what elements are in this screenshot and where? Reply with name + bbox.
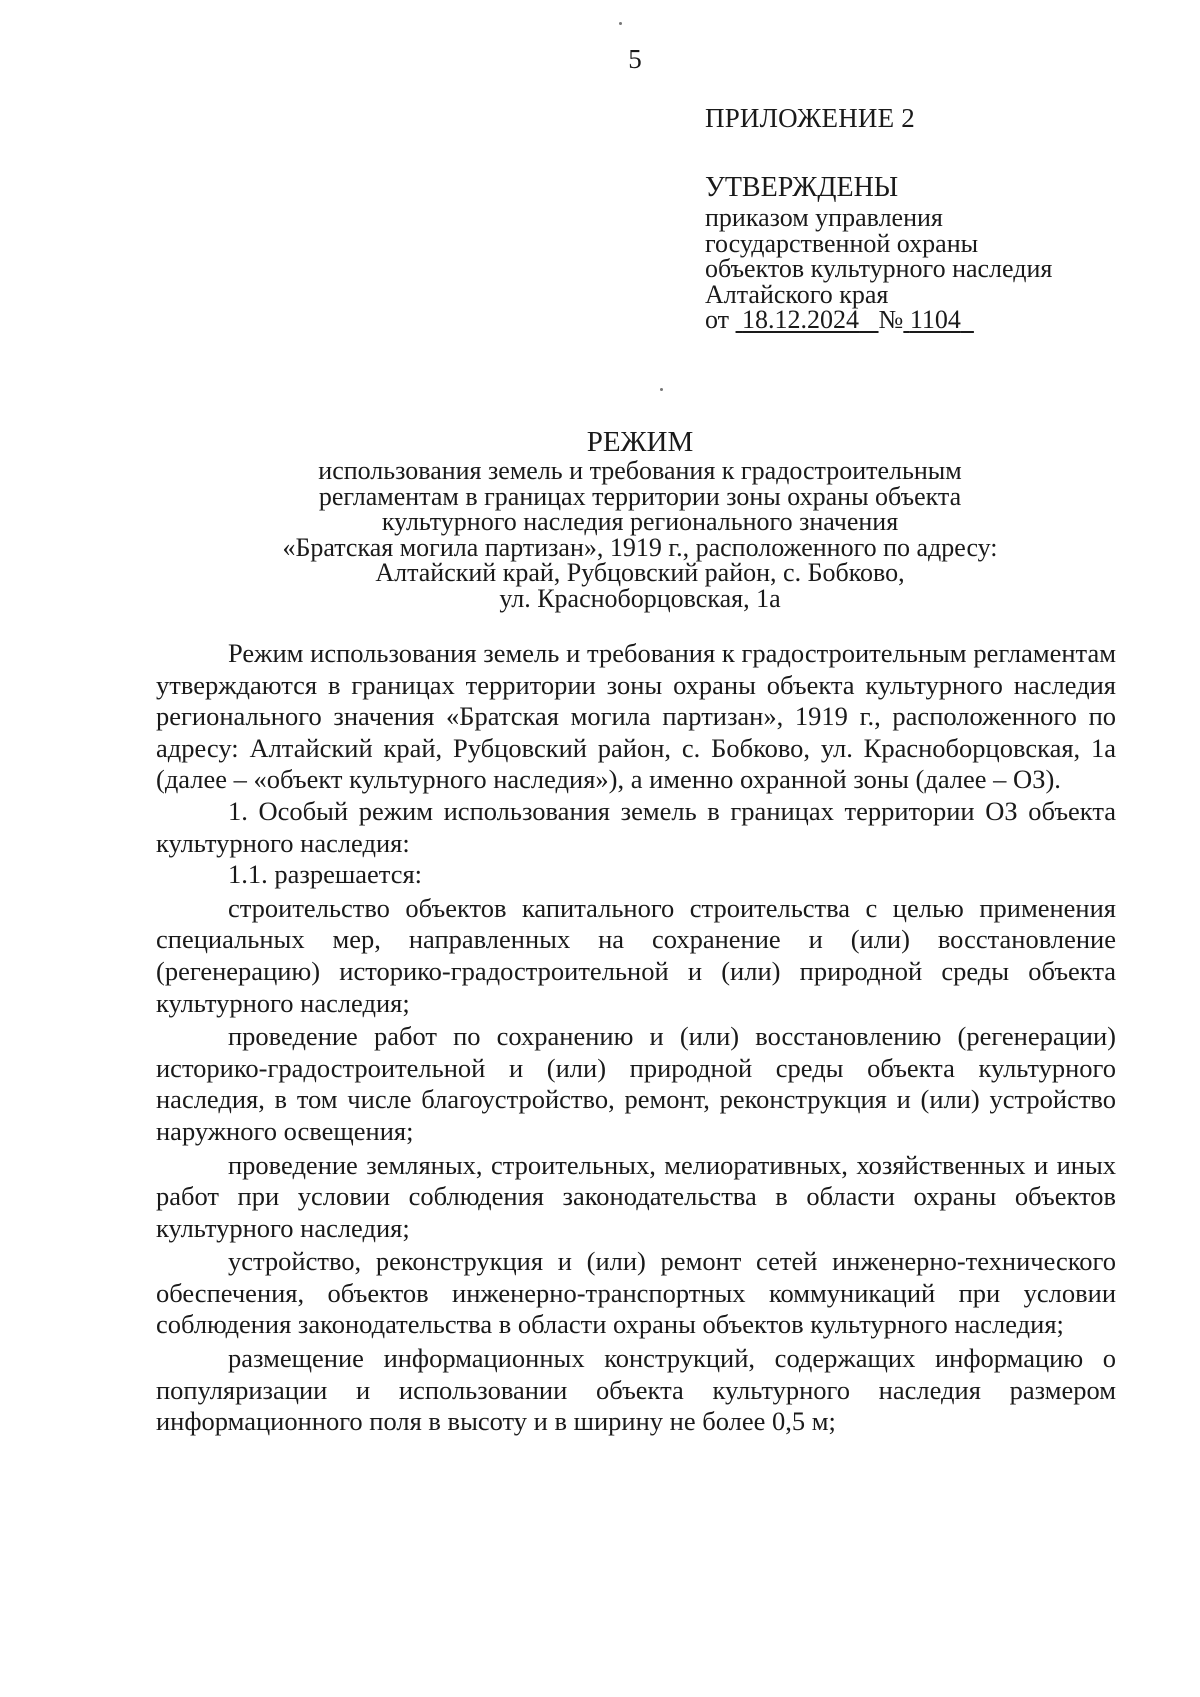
subtitle-line: ул. Красноборцовская, 1а xyxy=(499,583,781,613)
subtitle-line: культурного наследия регионального значения xyxy=(381,507,899,536)
date-prefix: от xyxy=(705,305,730,334)
list-item: проведение земляных, строительных, мелиоративных, хозяйственных и иных работ при условии соблюдения законодательства в области охраны объектов культурного наследия; xyxy=(156,1149,1116,1243)
subtitle-line: «Братская могила партизан», 1919 г., расположенного по адресу: xyxy=(282,532,998,562)
approval-number: 1104 xyxy=(909,305,961,334)
document-subtitle xyxy=(230,458,1050,611)
body-paragraph: Режим использования земель и требования к градостроительным регламентам утверждаются в границах территории зоны охраны объекта культурного наследия регионального значения «Братская могила партизан», 1919 г., расположенного по адресу: Алтайский край, Рубцовский район, с. Бобково, ул. Красноборцовская, 1а (далее – «объект культурного наследия»), а именно охранной зоны (далее – ОЗ). xyxy=(156,638,1116,795)
approval-title: УТВЕРЖДЕНЫ xyxy=(705,172,899,203)
scan-speck xyxy=(660,388,663,391)
number-sign: № xyxy=(878,305,904,334)
scan-speck xyxy=(619,22,622,25)
approval-line: государственной охраны xyxy=(705,228,979,258)
appendix-label: ПРИЛОЖЕНИЕ 2 xyxy=(705,103,915,133)
list-item: строительство объектов капитального строительства с целью применения специальных мер, направленных на сохранение и (или) восстановление (регенерацию) историко-градостроительной и (или) природной среды объекта культурного наследия; xyxy=(156,892,1116,1018)
approval-block xyxy=(705,173,1052,333)
approval-date-line xyxy=(705,307,1052,333)
section-heading: 1. Особый режим использования земель в границах территории ОЗ объекта культурного наследия: xyxy=(156,795,1116,858)
subtitle-line: использования земель и требования к градостроительным xyxy=(318,456,962,485)
list-item: проведение работ по сохранению и (или) восстановлению (регенерации) историко-градостроительной и (или) природной среды объекта культурного наследия, в том числе благоустройство, ремонт, реконструкция и (или) устройство наружного освещения; xyxy=(156,1021,1116,1146)
approval-line: приказом управления xyxy=(705,203,943,232)
subsection-heading: 1.1. разрешается: xyxy=(228,859,423,890)
approval-date: 18.12.2024 xyxy=(742,305,860,334)
document-title: РЕЖИМ xyxy=(586,426,694,458)
page-number: 5 xyxy=(628,44,642,74)
approval-line: объектов культурного наследия xyxy=(705,254,1053,283)
subtitle-line: регламентам в границах территории зоны охраны объекта xyxy=(318,481,962,511)
subtitle-line: Алтайский край, Рубцовский район, с. Бобково, xyxy=(375,558,905,587)
list-item: устройство, реконструкция и (или) ремонт сетей инженерно-технического обеспечения, объектов инженерно-транспортных коммуникаций при условии соблюдения законодательства в области охраны объектов культурного наследия; xyxy=(156,1246,1116,1340)
approval-line: Алтайского края xyxy=(705,279,889,309)
document-body xyxy=(156,638,1116,1438)
list-item: размещение информационных конструкций, содержащих информацию о популяризации и использовании объекта культурного наследия размером информационного поля в высоту и в ширину не более 0,5 м; xyxy=(156,1343,1116,1437)
